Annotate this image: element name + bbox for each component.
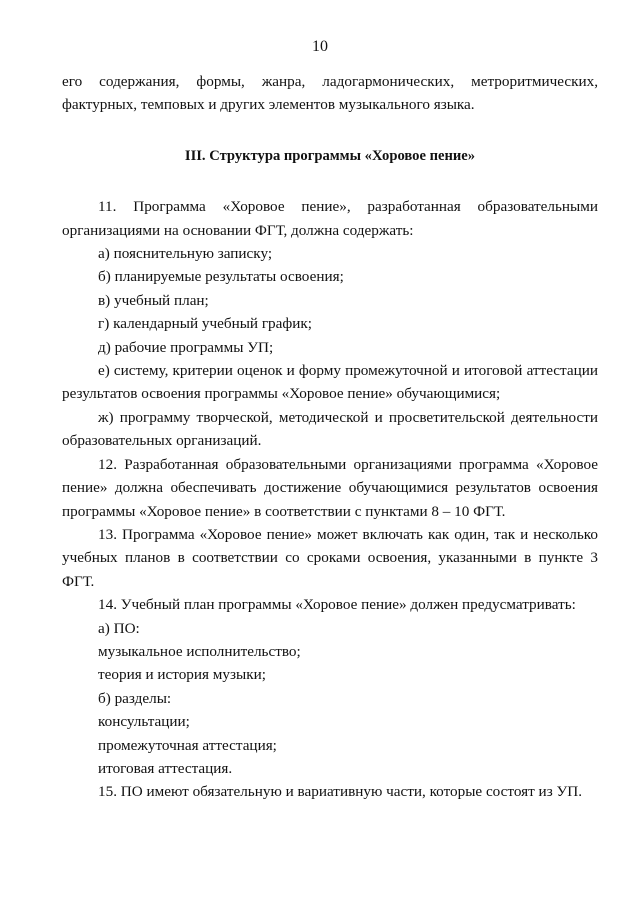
list-item: д) рабочие программы УП; <box>98 338 274 356</box>
list-item: ж) программу творческой, методической и просветительской деятельности образовательных организаций. <box>62 408 598 450</box>
paragraph-13: 13. Программа «Хоровое пение» может включать как один, так и несколько учебных планов в соответствии со сроками освоения, указанными в пункте 3 ФГТ. <box>62 525 598 590</box>
paragraph-12: 12. Разработанная образовательными организациями программа «Хоровое пение» должна обеспечивать достижение обучающимися результатов освоения программы «Хоровое пение» в соответствии с пунктами 8 – 10 ФГТ. <box>62 455 598 520</box>
list-item: итоговая аттестация. <box>98 759 233 777</box>
intro-paragraph: его содержания, формы, жанра, ладогармонических, метроритмических, фактурных, темповых и других элементов музыкального языка. <box>62 73 598 114</box>
document-body <box>62 70 598 804</box>
list-item: б) разделы: <box>98 689 172 707</box>
page-number: 10 <box>312 38 328 55</box>
list-item: консультации; <box>98 713 190 731</box>
list-item: промежуточная аттестация; <box>98 736 277 754</box>
list-item: е) систему, критерии оценок и форму промежуточной и итоговой аттестации результатов освоения программы «Хоровое пение» обучающимися; <box>62 362 598 403</box>
paragraph-14: 14. Учебный план программы «Хоровое пение» должен предусматривать: <box>98 596 576 614</box>
list-item: а) ПО: <box>98 619 140 637</box>
list-item: музыкальное исполнительство; <box>98 642 301 660</box>
list-item: в) учебный план; <box>98 291 209 309</box>
paragraph-15: 15. ПО имеют обязательную и вариативную части, которые состоят из УП. <box>98 783 583 801</box>
section-heading: III. Структура программы «Хоровое пение» <box>184 147 476 164</box>
list-item: а) пояснительную записку; <box>98 245 273 263</box>
list-item: б) планируемые результаты освоения; <box>98 268 344 286</box>
list-item: теория и история музыки; <box>98 666 266 684</box>
paragraph-11: 11. Программа «Хоровое пение», разработанная образовательными организациями на основании ФГТ, должна содержать: <box>62 198 598 239</box>
list-item: г) календарный учебный график; <box>98 315 312 333</box>
